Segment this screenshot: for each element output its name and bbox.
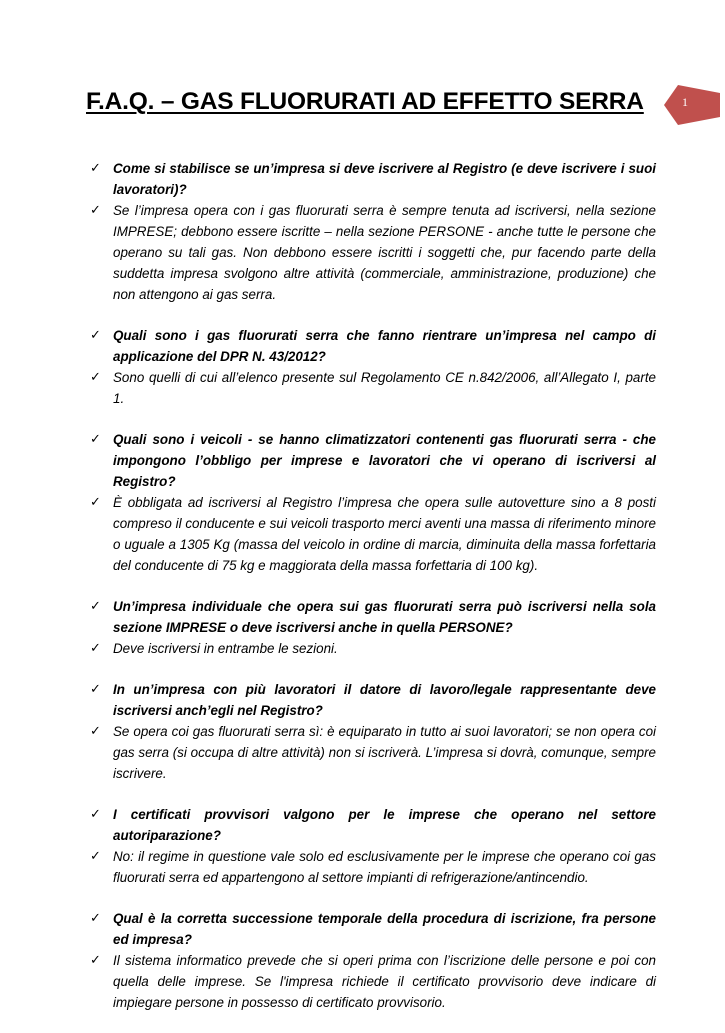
- faq-answer: ✓ Se l’impresa opera con i gas fluorurati serra è sempre tenuta ad iscriversi, nella sezione IMPRESE; debbono essere iscritte – nella sezione PERSONE - anche tutte le persone che operano su tali gas. Non debbono essere iscritti i soggetti che, pur facendo parte della suddetta impresa svolgono altre attività (commerciale, amministrazione, produzione) che non attengono ai gas serra.: [90, 200, 656, 305]
- faq-question: ✓ Quali sono i veicoli - se hanno climatizzatori contenenti gas fluorurati serra - che impongono l’obbligo per imprese e lavoratori che vi operano di iscriversi al Registro?: [90, 429, 656, 492]
- faq-answer: ✓ Il sistema informatico prevede che si operi prima con l’iscrizione delle persone e poi con quella delle imprese. Se l'impresa richiede il certificato provvisorio deve indicare di impiegare persone in possesso di certificato provvisorio.: [90, 950, 656, 1013]
- checkmark-icon: ✓: [90, 682, 101, 697]
- faq-answer: ✓ No: il regime in questione vale solo ed esclusivamente per le imprese che operano coi gas fluorurati serra ed appartengono al settore impianti di refrigerazione/antincendio.: [90, 846, 656, 888]
- faq-question: ✓ Un’impresa individuale che opera sui gas fluorurati serra può iscriversi nella sola sezione IMPRESE o deve iscriversi anche in quella PERSONE?: [90, 596, 656, 638]
- page-title: F.A.Q. – GAS FLUORURATI AD EFFETTO SERRA: [86, 88, 644, 115]
- faq-question: ✓ In un’impresa con più lavoratori il datore di lavoro/legale rappresentante deve iscriversi anch’egli nel Registro?: [90, 679, 656, 721]
- checkmark-icon: ✓: [90, 203, 101, 218]
- faq-question: ✓ Come si stabilisce se un’impresa si deve iscrivere al Registro (e deve iscrivere i suoi lavoratori)?: [90, 158, 656, 200]
- faq-entry: [90, 158, 656, 305]
- checkmark-icon: ✓: [90, 599, 101, 614]
- checkmark-icon: ✓: [90, 641, 101, 656]
- faq-answer: ✓ È obbligata ad iscriversi al Registro l’impresa che opera sulle autovetture sino a 8 posti compreso il conducente e sui veicoli trasporto merci aventi una massa di riferimento minore o uguale a 1305 Kg (massa del veicolo in ordine di marcia, diminuita della massa forfettaria del conducente di 75 kg e maggiorata della massa forfettaria di 100 kg).: [90, 492, 656, 576]
- checkmark-icon: ✓: [90, 432, 101, 447]
- faq-answer: ✓ Se opera coi gas fluorurati serra sì: è equiparato in tutto ai suoi lavoratori; se non opera coi gas serra (si occupa di altre attività) non si iscriverà. L’impresa si dovrà, comunque, sempre iscrivere.: [90, 721, 656, 784]
- faq-answer: ✓ Deve iscriversi in entrambe le sezioni.: [90, 638, 656, 659]
- faq-question: ✓ Qual è la corretta successione temporale della procedura di iscrizione, fra persone ed impresa?: [90, 908, 656, 950]
- checkmark-icon: ✓: [90, 807, 101, 822]
- faq-list: [90, 158, 656, 1033]
- faq-question: ✓ I certificati provvisori valgono per le imprese che operano nel settore autoriparazione?: [90, 804, 656, 846]
- faq-question: ✓ Quali sono i gas fluorurati serra che fanno rientrare un’impresa nel campo di applicazione del DPR N. 43/2012?: [90, 325, 656, 367]
- page-number: 1: [682, 95, 688, 109]
- faq-entry: [90, 804, 656, 888]
- faq-entry: [90, 325, 656, 409]
- faq-answer: ✓ Sono quelli di cui all’elenco presente sul Regolamento CE n.842/2006, all’Allegato I, parte 1.: [90, 367, 656, 409]
- checkmark-icon: ✓: [90, 370, 101, 385]
- checkmark-icon: ✓: [90, 724, 101, 739]
- faq-entry: [90, 429, 656, 576]
- checkmark-icon: ✓: [90, 495, 101, 510]
- checkmark-icon: ✓: [90, 953, 101, 968]
- checkmark-icon: ✓: [90, 849, 101, 864]
- faq-entry: [90, 596, 656, 659]
- arrow-tab-icon: [664, 85, 720, 125]
- page-number-marker: [664, 85, 720, 125]
- checkmark-icon: ✓: [90, 328, 101, 343]
- checkmark-icon: ✓: [90, 161, 101, 176]
- faq-entry: [90, 908, 656, 1013]
- faq-entry: [90, 679, 656, 784]
- checkmark-icon: ✓: [90, 911, 101, 926]
